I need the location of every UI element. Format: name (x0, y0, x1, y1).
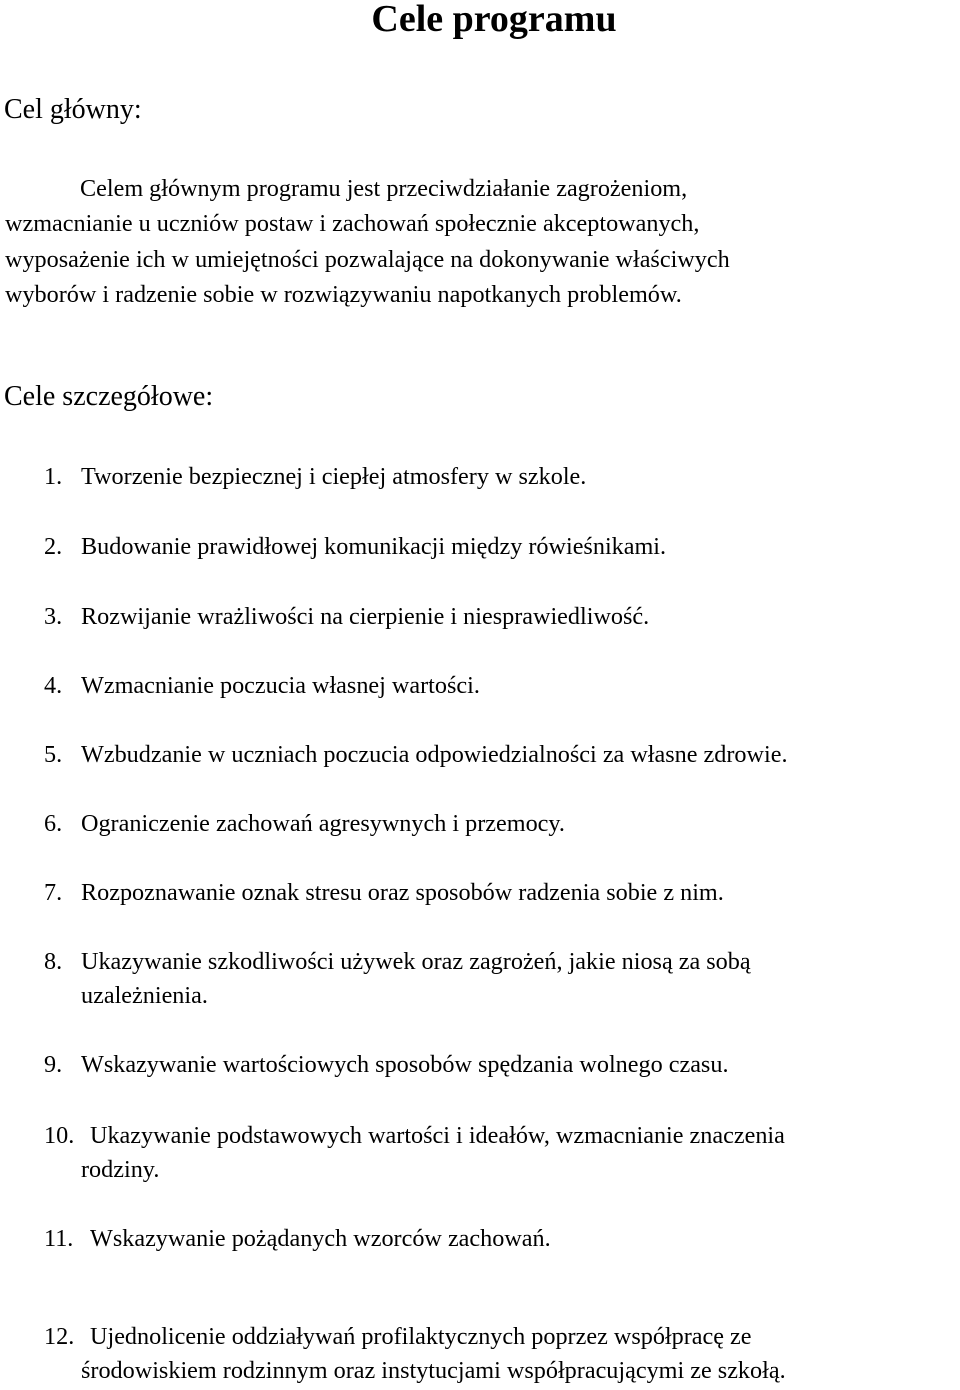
main-goal-line: wzmacnianie u uczniów postaw i zachowań społecznie akceptowanych, (5, 210, 700, 238)
goal-number: 7. (44, 879, 63, 906)
goal-item (44, 876, 724, 910)
goal-number: 11. (44, 1225, 74, 1252)
goal-item (44, 460, 586, 494)
goal-text: Rozpoznawanie oznak stresu oraz sposobów radzenia sobie z nim. (81, 879, 724, 906)
goal-text: rodziny. (81, 1156, 160, 1183)
main-goal-line: wyposażenie ich w umiejętności pozwalające na dokonywanie właściwych (5, 245, 730, 273)
goal-text: Wskazywanie pożądanych wzorców zachowań. (90, 1225, 551, 1252)
goal-text: Wskazywanie wartościowych sposobów spędzania wolnego czasu. (81, 1051, 729, 1078)
goal-number: 8. (44, 948, 63, 975)
main-goal-line: wyborów i radzenie sobie w rozwiązywaniu napotkanych problemów. (5, 280, 682, 308)
main-goal-paragraph (5, 171, 960, 312)
goal-item (44, 738, 788, 772)
goal-text: Ukazywanie szkodliwości używek oraz zagrożeń, jakie niosą za sobą (81, 948, 751, 975)
goal-number: 4. (44, 672, 63, 699)
goal-text: Ograniczenie zachowań agresywnych i przemocy. (81, 810, 565, 837)
goal-text: Ukazywanie podstawowych wartości i ideałów, wzmacnianie znaczenia (90, 1122, 785, 1149)
goal-number: 5. (44, 741, 63, 768)
goal-item (44, 807, 565, 841)
goal-item (44, 1119, 785, 1187)
goal-item (44, 945, 751, 1013)
goal-item (44, 669, 480, 703)
goal-text: Wzmacnianie poczucia własnej wartości. (81, 672, 480, 699)
goal-text: Rozwijanie wrażliwości na cierpienie i niesprawiedliwość. (81, 603, 650, 630)
goal-number: 1. (44, 463, 63, 490)
goal-number: 3. (44, 603, 63, 630)
goal-item (44, 1048, 729, 1082)
goal-number: 2. (44, 533, 63, 560)
goal-text: Budowanie prawidłowej komunikacji między rówieśnikami. (81, 533, 667, 560)
goal-text: środowiskiem rodzinnym oraz instytucjami współpracującymi ze szkołą. (81, 1357, 786, 1384)
main-goal-line: Celem głównym programu jest przeciwdziałanie zagrożeniom, (80, 175, 688, 202)
goal-text: Tworzenie bezpiecznej i ciepłej atmosfery w szkole. (81, 463, 587, 490)
specific-goals-heading: Cele szczegółowe: (4, 381, 214, 412)
goal-item (44, 1320, 786, 1388)
page-title: Cele programu (371, 0, 617, 40)
goal-number: 6. (44, 810, 63, 837)
goal-item (44, 530, 666, 564)
goal-text: Wzbudzanie w uczniach poczucia odpowiedzialności za własne zdrowie. (81, 741, 788, 768)
goal-item (44, 1222, 551, 1256)
goal-text: Ujednolicenie oddziaływań profilaktycznych poprzez współpracę ze (90, 1323, 752, 1350)
goal-number: 12. (44, 1323, 75, 1350)
goal-number: 10. (44, 1122, 75, 1149)
goal-text: uzależnienia. (81, 982, 208, 1009)
goal-item (44, 600, 649, 634)
goal-number: 9. (44, 1051, 63, 1078)
main-goal-heading: Cel główny: (4, 94, 142, 125)
